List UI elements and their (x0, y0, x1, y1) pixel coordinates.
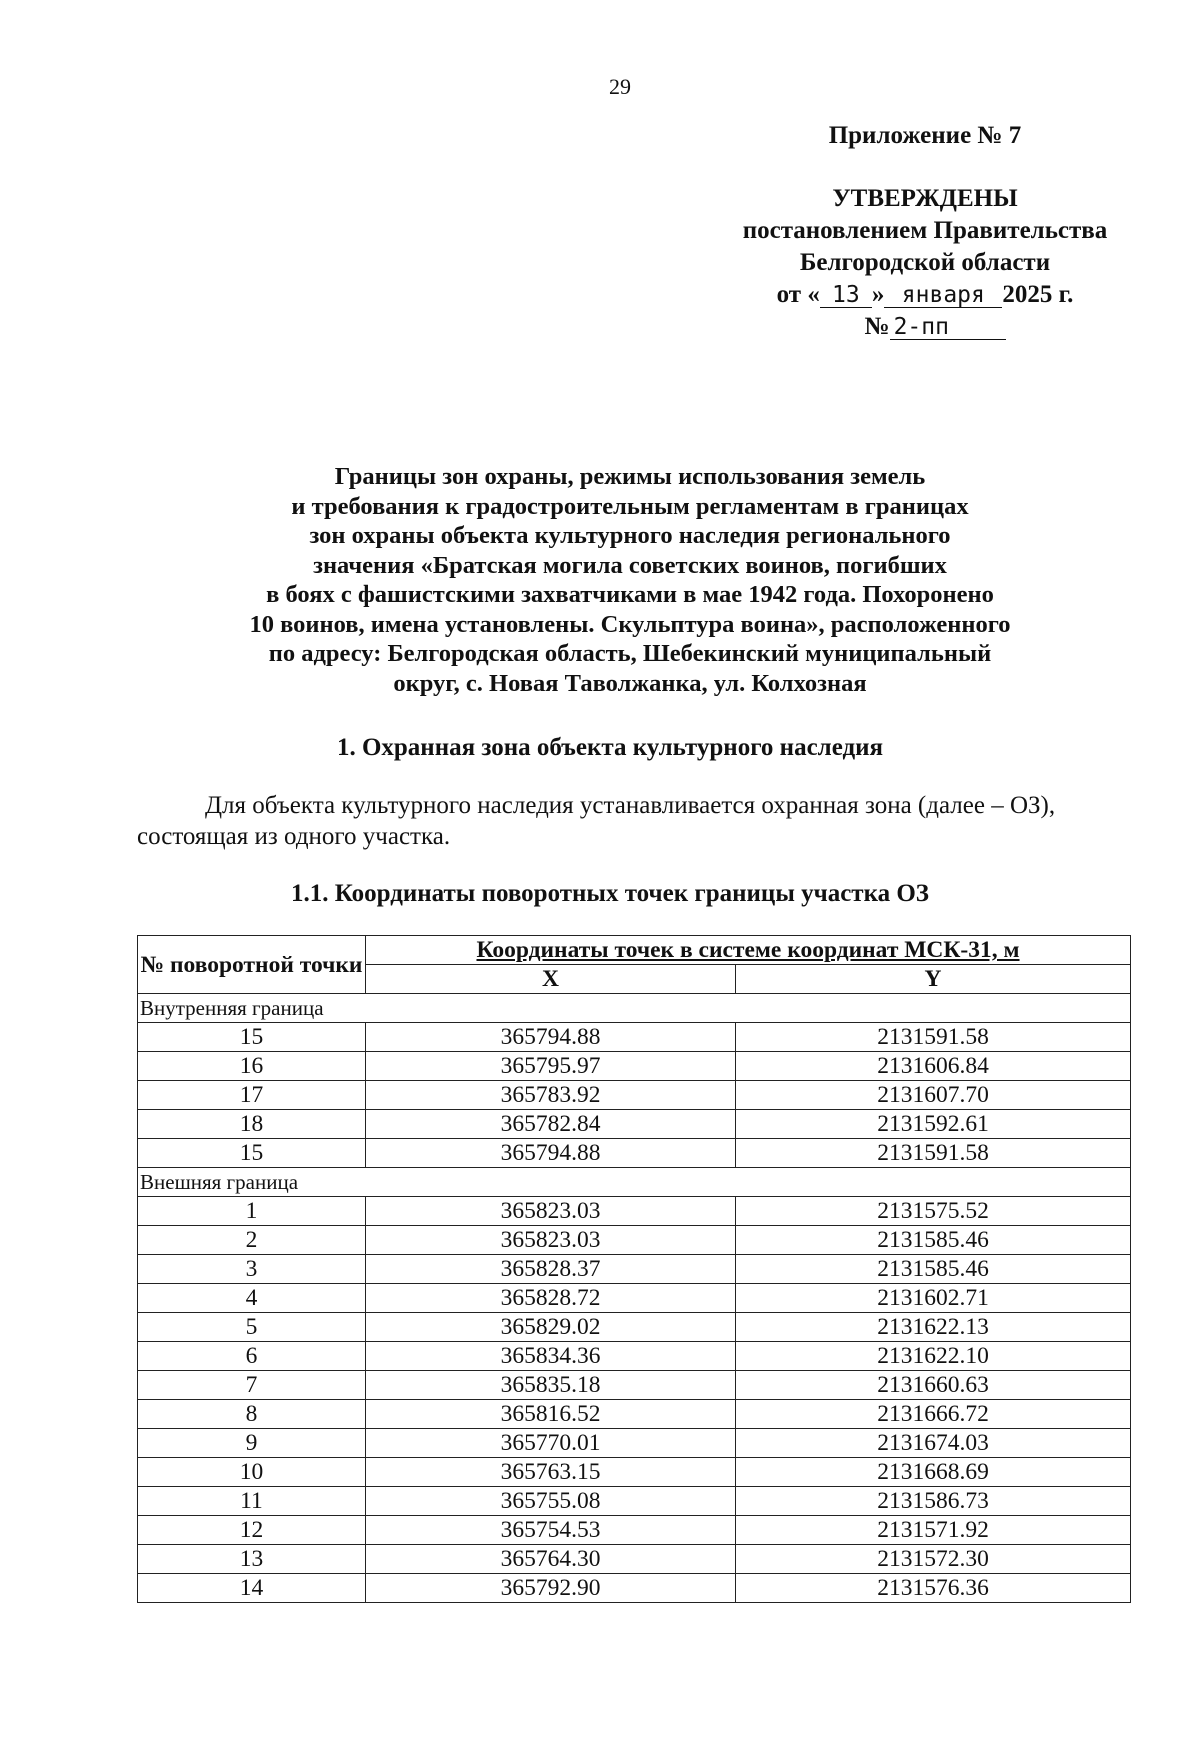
x-coordinate-cell: 365835.18 (366, 1371, 736, 1400)
point-number-cell: 3 (138, 1255, 366, 1284)
appendix-label: Приложение № 7 (828, 122, 1022, 149)
y-coordinate-cell: 2131666.72 (736, 1400, 1131, 1429)
document-title (140, 462, 1120, 698)
x-coordinate-cell: 365764.30 (366, 1545, 736, 1574)
point-number-cell: 9 (138, 1429, 366, 1458)
y-coordinate-cell: 2131591.58 (736, 1139, 1131, 1168)
x-coordinate-cell: 365794.88 (366, 1023, 736, 1052)
table-row (138, 1313, 1131, 1342)
date-month: января (884, 283, 1002, 308)
y-coordinate-cell: 2131576.36 (736, 1574, 1131, 1603)
y-coordinate-cell: 2131575.52 (736, 1197, 1131, 1226)
point-number-cell: 15 (138, 1023, 366, 1052)
point-number-cell: 1 (138, 1197, 366, 1226)
point-number-cell: 4 (138, 1284, 366, 1313)
x-coordinate-cell: 365823.03 (366, 1197, 736, 1226)
table-row (138, 1371, 1131, 1400)
point-number-cell: 13 (138, 1545, 366, 1574)
x-coordinate-cell: 365763.15 (366, 1458, 736, 1487)
group-label: Внешняя граница (138, 1168, 1131, 1197)
y-coordinate-cell: 2131585.46 (736, 1226, 1131, 1255)
title-line: 10 воинов, имена установлены. Скульптура воина», расположенного (249, 610, 1011, 638)
y-coordinate-cell: 2131668.69 (736, 1458, 1131, 1487)
x-coordinate-cell: 365829.02 (366, 1313, 736, 1342)
group-label: Внутренняя граница (138, 994, 1131, 1023)
title-line: зон охраны объекта культурного наследия регионального (309, 522, 951, 549)
y-coordinate-cell: 2131585.46 (736, 1255, 1131, 1284)
table-row (138, 1226, 1131, 1255)
y-coordinate-cell: 2131606.84 (736, 1052, 1131, 1081)
table-row (138, 1342, 1131, 1371)
x-coordinate-cell: 365782.84 (366, 1110, 736, 1139)
header-point-number: № поворотной точки (138, 936, 366, 994)
y-coordinate-cell: 2131571.92 (736, 1516, 1131, 1545)
title-line: Границы зон охраны, режимы использования земель (334, 463, 926, 490)
title-line: в боях с фашистскими захватчиками в мае 1942 года. Похоронено (266, 581, 994, 608)
point-number-cell: 8 (138, 1400, 366, 1429)
date-day: 13 (820, 283, 872, 308)
y-coordinate-cell: 2131591.58 (736, 1023, 1131, 1052)
table-row (138, 1458, 1131, 1487)
title-line: и требования к градостроительным регламентам в границах (291, 492, 969, 520)
approval-line-2: Белгородской области (799, 249, 1051, 276)
table-group-row (138, 1168, 1131, 1197)
point-number-cell: 10 (138, 1458, 366, 1487)
table-row (138, 1110, 1131, 1139)
y-coordinate-cell: 2131592.61 (736, 1110, 1131, 1139)
table-row (138, 1284, 1131, 1313)
table-row (138, 1545, 1131, 1574)
document-number: 2-пп (890, 315, 1006, 340)
y-coordinate-cell: 2131622.13 (736, 1313, 1131, 1342)
title-line: значения «Братская могила советских воинов, погибших (313, 551, 947, 579)
table-row (138, 1197, 1131, 1226)
point-number-cell: 18 (138, 1110, 366, 1139)
point-number-cell: 7 (138, 1371, 366, 1400)
title-line: округ, с. Новая Таволжанка, ул. Колхозная (393, 669, 867, 697)
table-row (138, 1400, 1131, 1429)
x-coordinate-cell: 365795.97 (366, 1052, 736, 1081)
y-coordinate-cell: 2131622.10 (736, 1342, 1131, 1371)
body-paragraph: Для объекта культурного наследия устанавливается охранная зона (далее – ОЗ), состоящая из одного участка. (137, 792, 1056, 850)
y-coordinate-cell: 2131674.03 (736, 1429, 1131, 1458)
subsection-heading: 1.1. Координаты поворотных точек границы участка ОЗ (291, 880, 929, 907)
table-group-row (138, 994, 1131, 1023)
x-coordinate-cell: 365823.03 (366, 1226, 736, 1255)
x-coordinate-cell: 365816.52 (366, 1400, 736, 1429)
table-row (138, 1255, 1131, 1284)
point-number-cell: 6 (138, 1342, 366, 1371)
x-coordinate-cell: 365770.01 (366, 1429, 736, 1458)
table-row (138, 1429, 1131, 1458)
point-number-cell: 5 (138, 1313, 366, 1342)
x-coordinate-cell: 365828.72 (366, 1284, 736, 1313)
approval-date: от « 13 » января 2025 г. (776, 281, 1074, 308)
header-coordinates: Координаты точек в системе координат МСК-31, м (366, 936, 1131, 965)
point-number-cell: 11 (138, 1487, 366, 1516)
x-coordinate-cell: 365783.92 (366, 1081, 736, 1110)
point-number-cell: 14 (138, 1574, 366, 1603)
y-coordinate-cell: 2131572.30 (736, 1545, 1131, 1574)
x-coordinate-cell: 365755.08 (366, 1487, 736, 1516)
table-row (138, 1081, 1131, 1110)
header-y: Y (736, 965, 1131, 994)
x-coordinate-cell: 365794.88 (366, 1139, 736, 1168)
point-number-cell: 2 (138, 1226, 366, 1255)
x-coordinate-cell: 365834.36 (366, 1342, 736, 1371)
table-row (138, 1487, 1131, 1516)
x-coordinate-cell: 365792.90 (366, 1574, 736, 1603)
coordinates-table (137, 935, 1131, 1603)
section-heading: 1. Охранная зона объекта культурного наследия (336, 734, 884, 761)
point-number-cell: 16 (138, 1052, 366, 1081)
approval-title: УТВЕРЖДЕНЫ (832, 185, 1018, 212)
y-coordinate-cell: 2131607.70 (736, 1081, 1131, 1110)
y-coordinate-cell: 2131586.73 (736, 1487, 1131, 1516)
y-coordinate-cell: 2131660.63 (736, 1371, 1131, 1400)
approval-block (700, 183, 1150, 343)
approval-number: № 2-пп (700, 311, 1150, 343)
approval-line-1: постановлением Правительства (742, 217, 1108, 244)
table-row (138, 1139, 1131, 1168)
table-body (138, 994, 1131, 1603)
table-row (138, 1516, 1131, 1545)
table-row (138, 1052, 1131, 1081)
point-number-cell: 15 (138, 1139, 366, 1168)
y-coordinate-cell: 2131602.71 (736, 1284, 1131, 1313)
page-number: 29 (609, 74, 631, 99)
x-coordinate-cell: 365754.53 (366, 1516, 736, 1545)
x-coordinate-cell: 365828.37 (366, 1255, 736, 1284)
point-number-cell: 17 (138, 1081, 366, 1110)
table-row (138, 1574, 1131, 1603)
title-line: по адресу: Белгородская область, Шебекинский муниципальный (268, 640, 992, 667)
header-x: X (366, 965, 736, 994)
table-row (138, 1023, 1131, 1052)
point-number-cell: 12 (138, 1516, 366, 1545)
